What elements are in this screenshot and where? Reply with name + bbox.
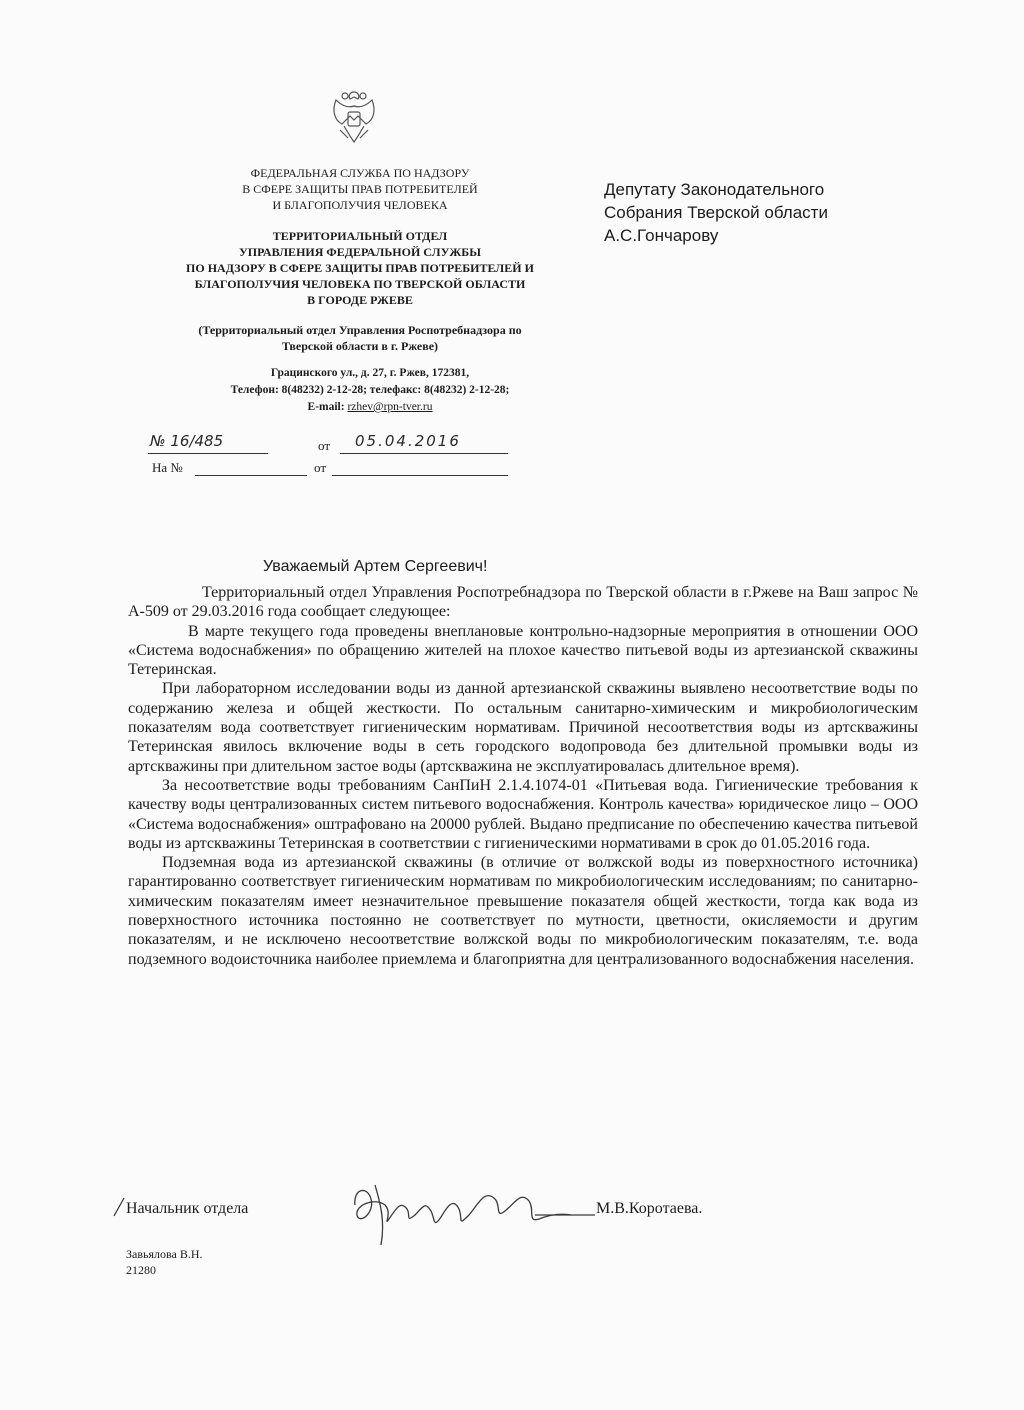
paragraph: Территориальный отдел Управления Роспотребнадзора по Тверской области в г.Ржеве на Ваш запрос № А-509 от 29.03.2016 года сообщает следующее: (128, 584, 918, 621)
email-line (180, 399, 560, 416)
letter-body (128, 583, 918, 969)
paragraph: При лабораторном исследовании воды из данной артезианской скважины выявлено несоответствие воды по содержанию железа и общей жесткости. По остальным санитарно-химическим и микробиологическим показателям вода соответствует гигиеническим нормативам. Причиной несоответствия воды из артскважины Тетеринская явилось включение воды в сеть городского водопровода без длительной промывки воды из артскважины при длительном застое воды (артскважина не эксплуатировалась длительное время). (128, 680, 918, 775)
handwritten-signature (345, 1175, 605, 1250)
executor-phone: 21280 (126, 1263, 156, 1277)
contact-block (180, 365, 560, 416)
phones: Телефон: 8(48232) 2-12-28; телефакс: 8(48232) 2-12-28; (230, 384, 510, 396)
paragraph: За несоответствие воды требованиям СанПиН 2.1.4.1074-01 «Питьевая вода. Гигиенические требования к качеству воды централизованных систем питьевого водоснабжения. Контроль качества» юридическое лицо – ООО «Система водоснабжения» оштрафовано на 20000 рублей. Выдано предписание по обеспечению качества питьевой воды из артскважины Тетеринская в соответствии с гигиеническими нормативами в срок до 01.05.2016 года. (128, 776, 918, 852)
outgoing-number: № 16/485 (150, 432, 224, 450)
org-line: ФЕДЕРАЛЬНАЯ СЛУЖБА ПО НАДЗОРУ (250, 166, 470, 180)
org-line: В СФЕРЕ ЗАЩИТЫ ПРАВ ПОТРЕБИТЕЛЕЙ (242, 182, 478, 196)
reply-number-line (195, 475, 307, 476)
from-label: от (318, 438, 331, 453)
number-underline (148, 453, 268, 454)
org-block-3 (145, 322, 575, 354)
org-line: БЛАГОПОЛУЧИЯ ЧЕЛОВЕКА ПО ТВЕРСКОЙ ОБЛАСТИ (194, 277, 526, 291)
executor-name: Завьялова В.Н. (126, 1247, 203, 1261)
reply-date-line (332, 475, 508, 476)
address: Грацинского ул., д. 27, г. Ржев, 172381, (270, 367, 470, 379)
recipient-line: Собрания Тверской области (604, 203, 828, 222)
recipient-block (604, 178, 828, 247)
org-line: И БЛАГОПОЛУЧИЯ ЧЕЛОВЕКА (272, 198, 448, 212)
org-line: Тверской области в г. Ржеве) (281, 339, 439, 353)
org-block-2 (150, 228, 570, 308)
org-line: ТЕРРИТОРИАЛЬНЫЙ ОТДЕЛ (272, 229, 448, 243)
recipient-line: А.С.Гончарову (604, 226, 719, 245)
org-line: ПО НАДЗОРУ В СФЕРЕ ЗАЩИТЫ ПРАВ ПОТРЕБИТЕЛЕЙ И (186, 261, 534, 275)
signer-position: Начальник отдела (126, 1200, 249, 1217)
org-line: В ГОРОДЕ РЖЕВЕ (307, 293, 413, 307)
paragraph: Подземная вода из артезианской скважины (в отличие от волжской воды из поверхностного источника) гарантированно соответствует гигиеническим нормативам по микробиологическим исследованиям; по санитарно-химическим показателям имеет незначительное превышение показателя общей жесткости, тогда как вода из поверхностного источника постоянно не соответствует по мутности, цветности, окисляемости и другим показателям, и не исключено несоответствие волжской воды по микробиологическим показателям, т.е. вода подземного водоисточника наиболее приемлема и благоприятна для централизованного водоснабжения населения. (128, 854, 918, 968)
org-line: УПРАВЛЕНИЯ ФЕДЕРАЛЬНОЙ СЛУЖБЫ (238, 245, 482, 259)
signature-mark (112, 1196, 126, 1218)
reply-label: На № (152, 460, 183, 475)
outgoing-date: 05.04.2016 (355, 432, 461, 450)
executor-block (126, 1246, 203, 1278)
coat-of-arms-icon (328, 86, 380, 148)
email-label: E-mail: (307, 401, 345, 413)
paragraph: В марте текущего года проведены внеплановые контрольно-надзорные мероприятия в отношении ООО «Система водоснабжения» по обращению жителей на плохое качество питьевой воды из артезианской скважины Тетеринская. (128, 622, 918, 679)
recipient-line: Депутату Законодательного (604, 180, 825, 199)
reply-from-label: от (314, 460, 327, 475)
date-underline (340, 453, 508, 454)
org-line: (Территориальный отдел Управления Роспотребнадзора по (198, 323, 522, 337)
greeting: Уважаемый Артем Сергеевич! (263, 558, 488, 575)
signer-name: М.В.Коротаева. (596, 1200, 703, 1217)
email-link[interactable]: rzhev@rpn-tver.ru (347, 401, 433, 413)
org-block-1 (150, 165, 570, 213)
